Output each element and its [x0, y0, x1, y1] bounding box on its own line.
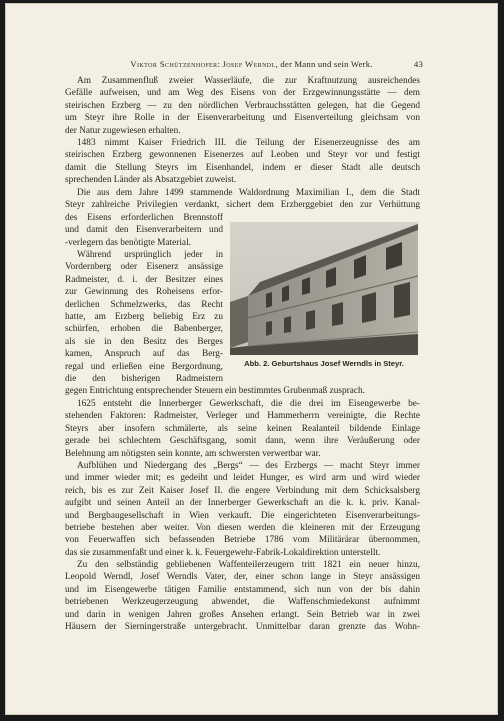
- text-line: derlichen Schmelzwerks, das Recht: [65, 299, 223, 310]
- text-line: Am Zusammenfluß zweier Wasserläufe, die zur Kraftnutzung ausreichendes: [77, 76, 420, 86]
- text-line: stehenden Faktoren: Radmeister, Verleger und Hammerherrn vereinigte, die Rechte: [65, 411, 420, 422]
- text-line: Belehnung am nötigsten sein konnte, am schwersten verwertbar war.: [65, 448, 321, 459]
- text-line: und im Eisengewerbe tätigen Familie entstammend, sich nun von der bis dahin: [65, 584, 420, 595]
- text-line: gegen Entrichtung entsprechender Steuern ein bestimmtes Grubenmaß zusprach.: [65, 386, 365, 397]
- text-line: und darin in wenigen Jahren großes Ansehen erlangt. Sein Betrieb war in zwei: [65, 609, 420, 620]
- text-line: Zu den selbständig gebliebenen Waffenteilerzeugern tritt 1821 ein neuer hinzu,: [77, 560, 420, 570]
- text-line: regal und erließen eine Bergordnung,: [65, 361, 223, 372]
- text-line: der Natur zugewiesen erhalten.: [65, 125, 181, 136]
- text-line: steirischen Erzberg — zu den nördlichen Verbrauchsstätten gelegen, hat die Gegend: [65, 100, 420, 111]
- text-line: reich, bis es zur Zeit Kaiser Josef II. die engere Verbindung mit dem Schicksalsberg: [65, 485, 420, 496]
- text-line: 1625 entsteht die Innerberger Gewerkschaft, die die drei im Eisengewerbe be-: [77, 399, 420, 409]
- text-line: die den bisherigen Radmeistern: [65, 374, 223, 385]
- text-line: Vordernberg oder Eisenerz ansässige: [65, 262, 223, 273]
- text-line: damit die Stellung Steyrs im Eisenhandel, indem er dieser Stadt alle deutsch: [65, 162, 420, 173]
- paragraph-2: [65, 137, 420, 187]
- text-line: aufgibt und seinen Anteil an der Innerberger Gewerkschaft an die k. k. priv. Kanal-: [65, 498, 420, 509]
- text-line: betriebenen Werkzeugerzeugung abwendet, die Waffenschmiedekunst aufnimmt: [65, 597, 420, 608]
- building-photo-drawing: [230, 222, 418, 355]
- text-line: gerade bei schlechtem Geschäftsgang, somit dann, wenn ihre Veräußerung oder: [65, 436, 420, 447]
- text-line: Häusern der Sierningerstraße untergebracht. Unmittelbar daran grenzte das Wohn-: [65, 622, 420, 633]
- text-line: des Eisens erforderlichen Brennstoff: [65, 212, 223, 223]
- paragraph-6: [65, 460, 420, 559]
- text-line: und Bergbaugesellschaft in Wien verkauft. Die eingerichteten Eisenverarbeitungs-: [65, 510, 420, 521]
- text-line: -verlegern das benötigte Material.: [65, 237, 191, 248]
- text-line: sprechenden Länder als Absatzgebiet zuweist.: [65, 175, 237, 186]
- text-line: Während ursprünglich jeder in: [77, 250, 223, 260]
- text-line: Steyrs aber insofern schmälerte, als seine keinen Realanteil bildende Einlage: [65, 423, 420, 434]
- text-line: 1483 nimmt Kaiser Friedrich III. die Teilung der Eisenerzeugnisse des am: [77, 138, 420, 148]
- paragraph-7: [65, 559, 420, 633]
- text-line: zur Gewinnung des Roheisens erfor-: [65, 287, 223, 298]
- text-line: Gefälle aufweisen, und am Weg des Eisens von der Erzgewinnungsstätte — dem: [65, 88, 420, 99]
- text-line: und immer wieder mit; es gedeiht und leidet Hunger, es wird arm und wird wieder: [65, 473, 420, 484]
- text-line: kamen, Anspruch auf das Berg-: [65, 349, 223, 360]
- text-line: Steyr zahlreiche Privilegien verdankt, sichert dem Erzberggebiet den zur Verhüttung: [65, 200, 420, 211]
- text-line: um Steyr ihre Rolle in der Eisenverarbeitung und Eisenverteilung gleichsam von: [65, 113, 420, 124]
- paragraph-1: [65, 75, 420, 137]
- text-line: und damit den Eisenverarbeitern und: [65, 225, 223, 236]
- paragraph-5: [65, 398, 420, 460]
- text-line: hatte, am Erzberg beliebig Erz zu: [65, 312, 223, 323]
- page-number: 43: [413, 59, 423, 69]
- figure-caption: Abb. 2. Geburtshaus Josef Werndls in Steyr.: [244, 359, 404, 368]
- text-line: betriebe bestehen aber weiter. Von diesen werden die kleineren mit der Erzeugung: [65, 523, 420, 534]
- building-photo: [230, 222, 418, 355]
- text-line: steirischen Erzberg gewonnenen Eisenerzes auf Leoben und Steyr vor und festigt: [65, 150, 420, 161]
- text-line: Aufblühen und Niedergang des „Bergs“ — des Erzbergs — macht Steyr immer: [77, 461, 420, 471]
- text-line: das sie zusammenfaßt und einer k. k. Feuergewehr-Fabrik-Lokaldirektion unterstellt.: [65, 547, 381, 558]
- text-line: schürfen, erhoben die Babenberger,: [65, 324, 223, 335]
- header-author: Viktor Schützenhofer: [130, 59, 218, 69]
- running-head-title: Viktor Schützenhofer: Josef Werndl, der Mann und sein Werk.: [130, 59, 373, 69]
- text-line: Die aus dem Jahre 1499 stammende Waldordnung Maximilian I., dem die Stadt: [77, 188, 420, 198]
- book-page: [5, 3, 498, 715]
- header-title-rest: , der Mann und sein Werk.: [275, 59, 373, 69]
- header-title-part: Josef Werndl: [222, 59, 276, 69]
- text-line: als sie in den Besitz des Berges: [65, 336, 223, 347]
- text-line: von Feuerwaffen sich befassenden Betriebe 1786 vom Militärärar übernommen,: [65, 535, 420, 546]
- text-line: Leopold Werndl, Josef Werndls Vater, der, einer schon lange in Steyr ansässigen: [65, 572, 420, 583]
- text-line: Radmeister, d. i. der Besitzer eines: [65, 274, 223, 285]
